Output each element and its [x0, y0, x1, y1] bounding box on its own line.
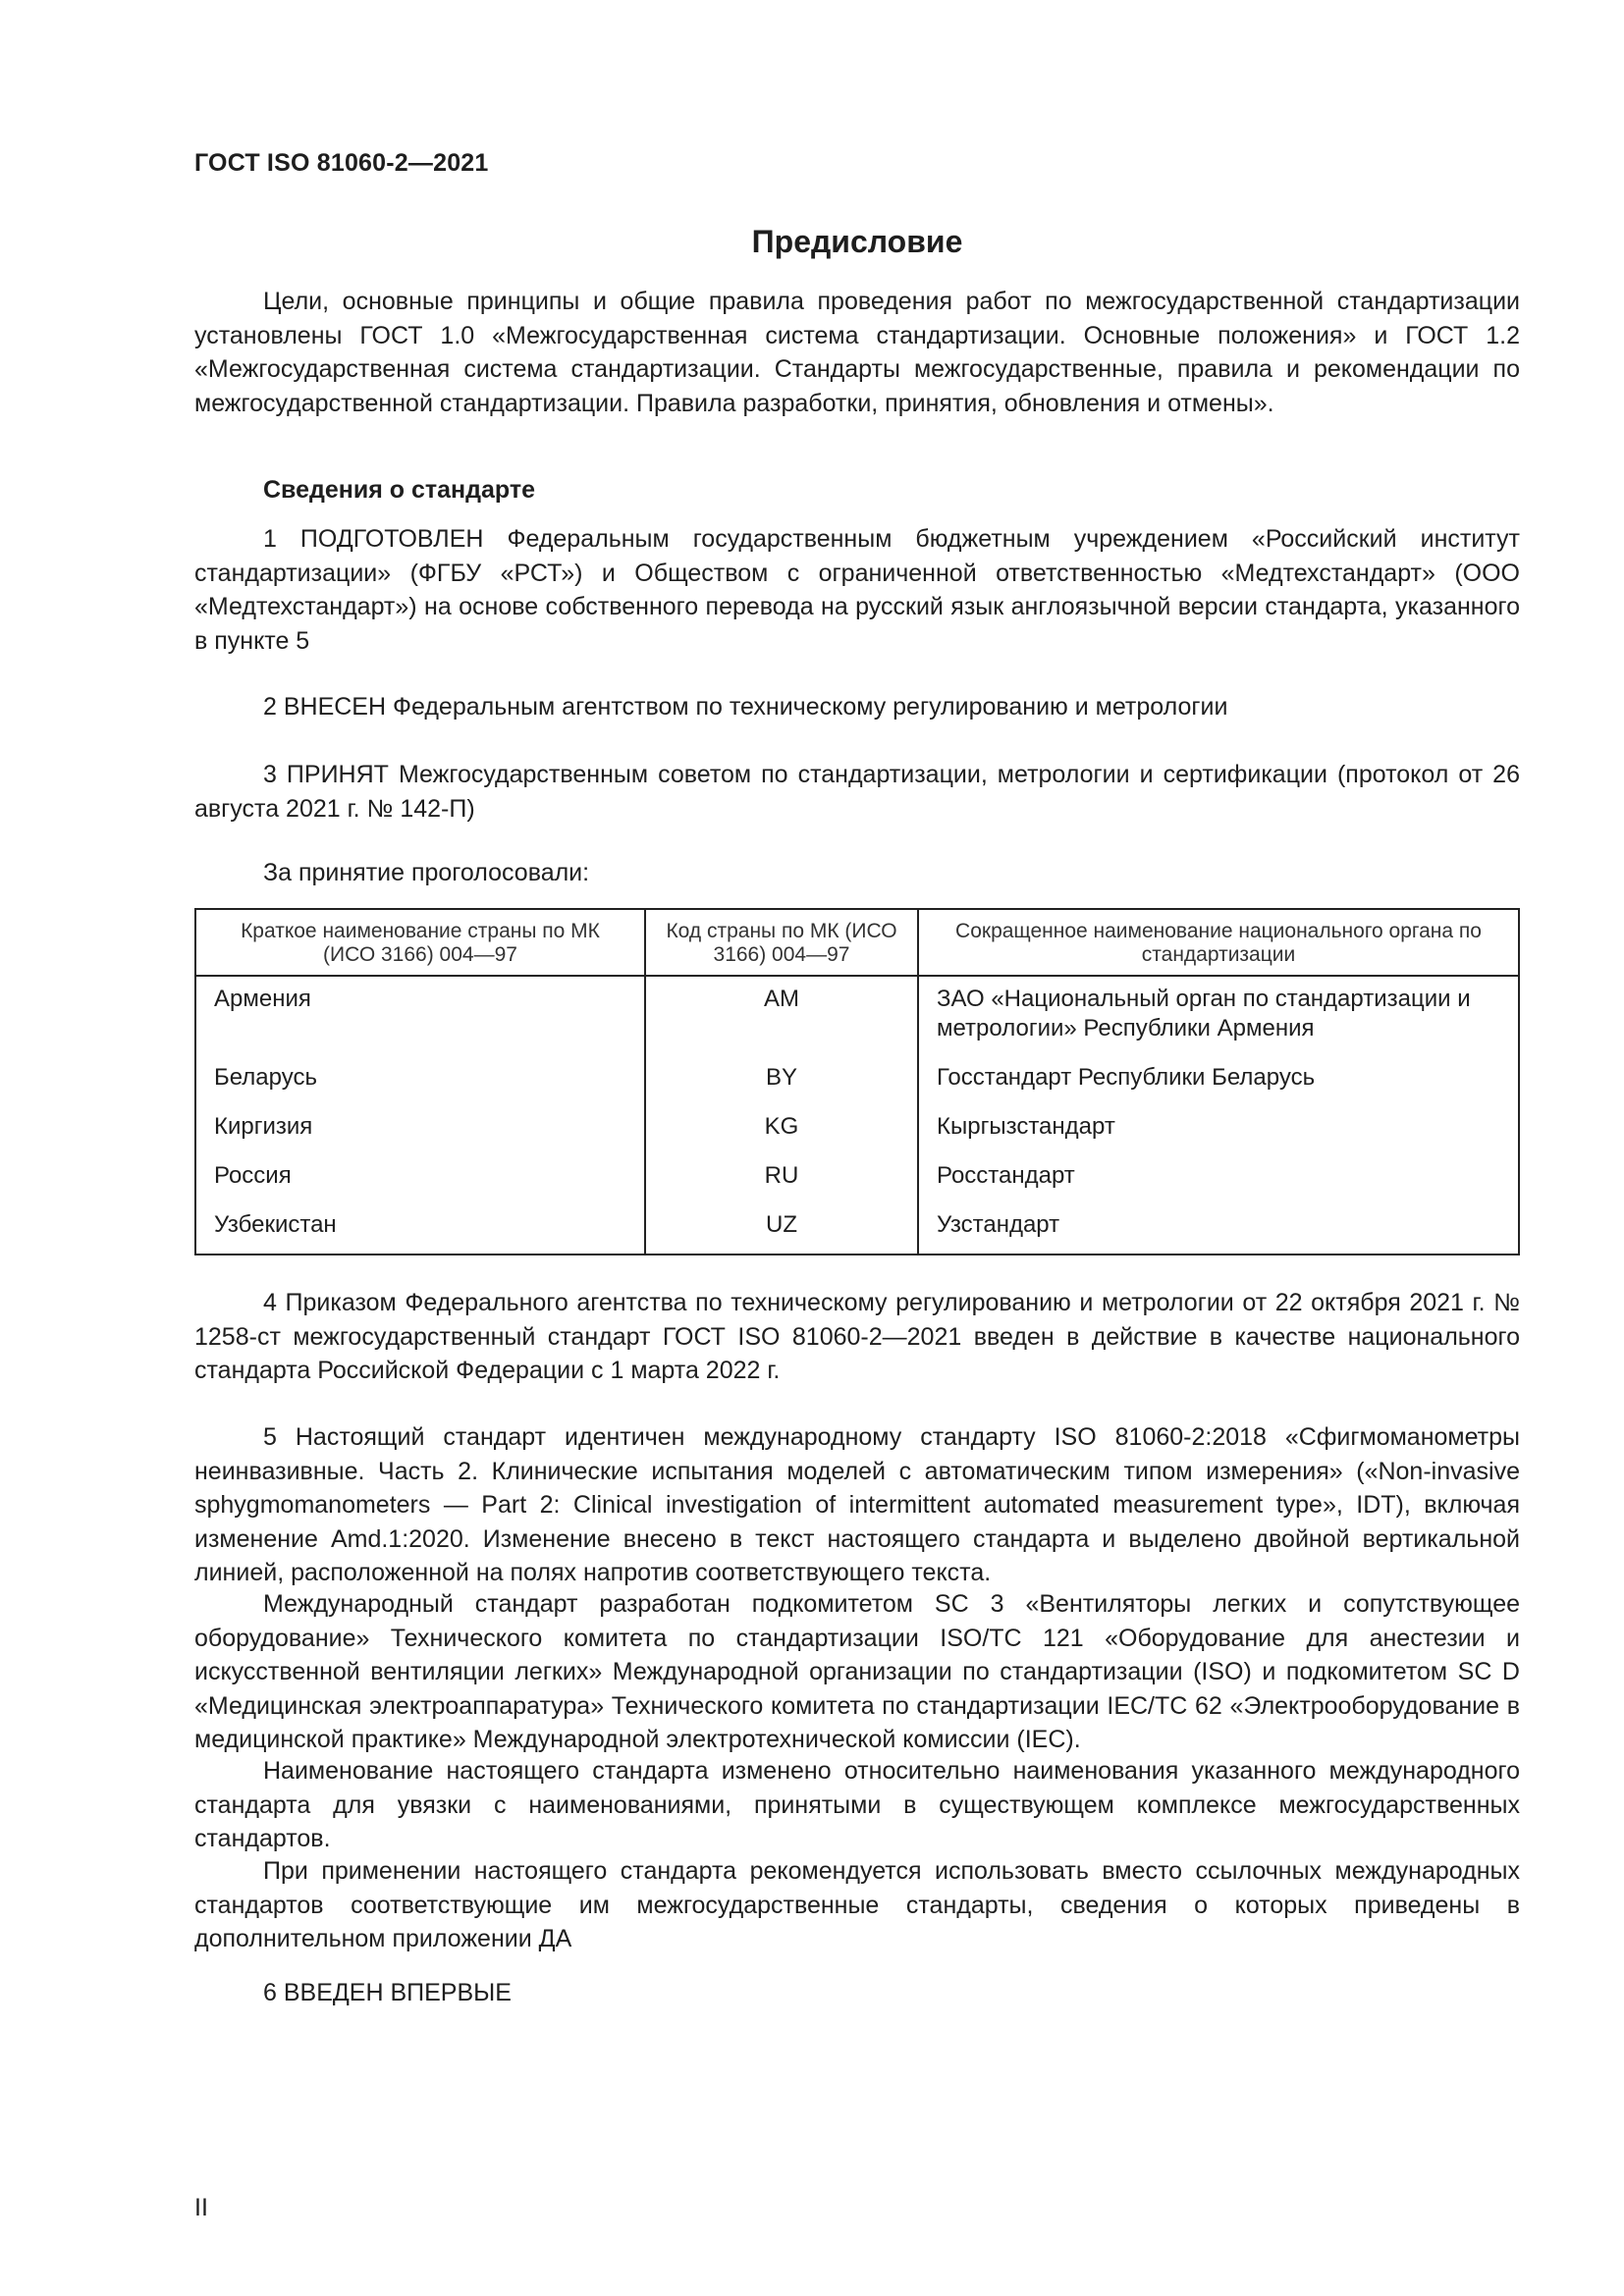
standards-body-cell: Госстандарт Республики Беларусь	[918, 1055, 1519, 1104]
table-header-row	[195, 909, 1519, 976]
code-cell: KG	[645, 1104, 918, 1153]
document-id-header: ГОСТ ISO 81060-2—2021	[194, 149, 489, 177]
header-code: Код страны по МК (ИСО 3166) 004—97	[645, 909, 918, 976]
page-title: Предисловие	[751, 224, 963, 259]
standards-body-cell: Кыргызстандарт	[918, 1104, 1519, 1153]
country-cell: Беларусь	[195, 1055, 645, 1104]
intro-paragraph: Цели, основные принципы и общие правила проведения работ по межгосударственной стандартизации установлены ГОСТ 1.0 «Межгосударственная система стандартизации. Основные положения» и ГОСТ 1.2 «Межгосударственная система стандартизации. Стандарты межгосударственные, правила и рекомендации по межгосударственной стандартизации. Правила разработки, принятия, обновления и отмены».	[194, 288, 1520, 417]
voted-label: За принятие проголосовали:	[263, 859, 590, 886]
table-row	[195, 1104, 1519, 1153]
country-cell: Киргизия	[195, 1104, 645, 1153]
header-standards-body: Сокращенное наименование национального органа по стандартизации	[918, 909, 1519, 976]
country-cell: Россия	[195, 1153, 645, 1202]
item-6-paragraph: 6 ВВЕДЕН ВПЕРВЫЕ	[263, 1979, 512, 2006]
header-country: Краткое наименование страны по МК (ИСО 3166) 004—97	[195, 909, 645, 976]
item-2-paragraph: 2 ВНЕСЕН Федеральным агентством по техническому регулированию и метрологии	[263, 693, 1228, 721]
standards-body-cell: Узстандарт	[918, 1202, 1519, 1255]
item-5-paragraph-1: 5 Настоящий стандарт идентичен международному стандарту ISO 81060-2:2018 «Сфигмоманометры неинвазивные. Часть 2. Клинические испытания моделей с автоматическим типом измерения» («Non-invasive sphygmomanometers — Part 2: Clinical investigation of intermittent automated measurement type», IDT), включая изменение Amd.1:2020. Изменение внесено в текст настоящего стандарта и выделено двойной вертикальной линией, расположенной на полях напротив соответствующего текста.	[194, 1423, 1520, 1586]
code-cell: AM	[645, 976, 918, 1055]
code-cell: RU	[645, 1153, 918, 1202]
code-cell: BY	[645, 1055, 918, 1104]
item-5-paragraph-3: Наименование настоящего стандарта изменено относительно наименования указанного международного стандарта для увязки с наименованиями, принятыми в существующем комплексе межгосударственных стандартов.	[194, 1757, 1520, 1852]
code-cell: UZ	[645, 1202, 918, 1255]
voting-table	[194, 908, 1520, 1255]
item-5-paragraph-2: Международный стандарт разработан подкомитетом SC 3 «Вентиляторы легких и сопутствующее оборудование» Технического комитета по стандартизации ISO/TC 121 «Оборудование для анестезии и искусственной вентиляции легких» Международной организации по стандартизации (ISO) и подкомитетом SC D «Медицинская электроаппаратура» Технического комитета по стандартизации IEC/TC 62 «Электрооборудование в медицинской практике» Международной электротехнической комиссии (IEC).	[194, 1590, 1520, 1753]
section-heading: Сведения о стандарте	[263, 476, 536, 504]
country-cell: Армения	[195, 976, 645, 1055]
item-1-paragraph: 1 ПОДГОТОВЛЕН Федеральным государственным бюджетным учреждением «Российский институт стандартизации» (ФГБУ «РСТ») и Обществом с ограниченной ответственностью «Медтехстандарт» (ООО «Медтехстандарт») на основе собственного перевода на русский язык англоязычной версии стандарта, указанного в пункте 5	[194, 525, 1520, 655]
country-cell: Узбекистан	[195, 1202, 645, 1255]
table-row	[195, 1153, 1519, 1202]
table-row	[195, 1202, 1519, 1255]
item-3-paragraph: 3 ПРИНЯТ Межгосударственным советом по стандартизации, метрологии и сертификации (протокол от 26 августа 2021 г. № 142-П)	[194, 761, 1520, 823]
table-row	[195, 1055, 1519, 1104]
standards-body-cell: Росстандарт	[918, 1153, 1519, 1202]
item-5-paragraph-4: При применении настоящего стандарта рекомендуется использовать вместо ссылочных международных стандартов соответствующие им межгосударственные стандарты, сведения о которых приведены в дополнительном приложении ДА	[194, 1857, 1520, 1952]
page-number: II	[194, 2194, 208, 2221]
table-row	[195, 976, 1519, 1055]
item-4-paragraph: 4 Приказом Федерального агентства по техническому регулированию и метрологии от 22 октября 2021 г. № 1258-ст межгосударственный стандарт ГОСТ ISO 81060-2—2021 введен в действие в качестве национального стандарта Российской Федерации с 1 марта 2022 г.	[194, 1289, 1520, 1384]
standards-body-cell: ЗАО «Национальный орган по стандартизации и метрологии» Республики Армения	[918, 976, 1519, 1055]
